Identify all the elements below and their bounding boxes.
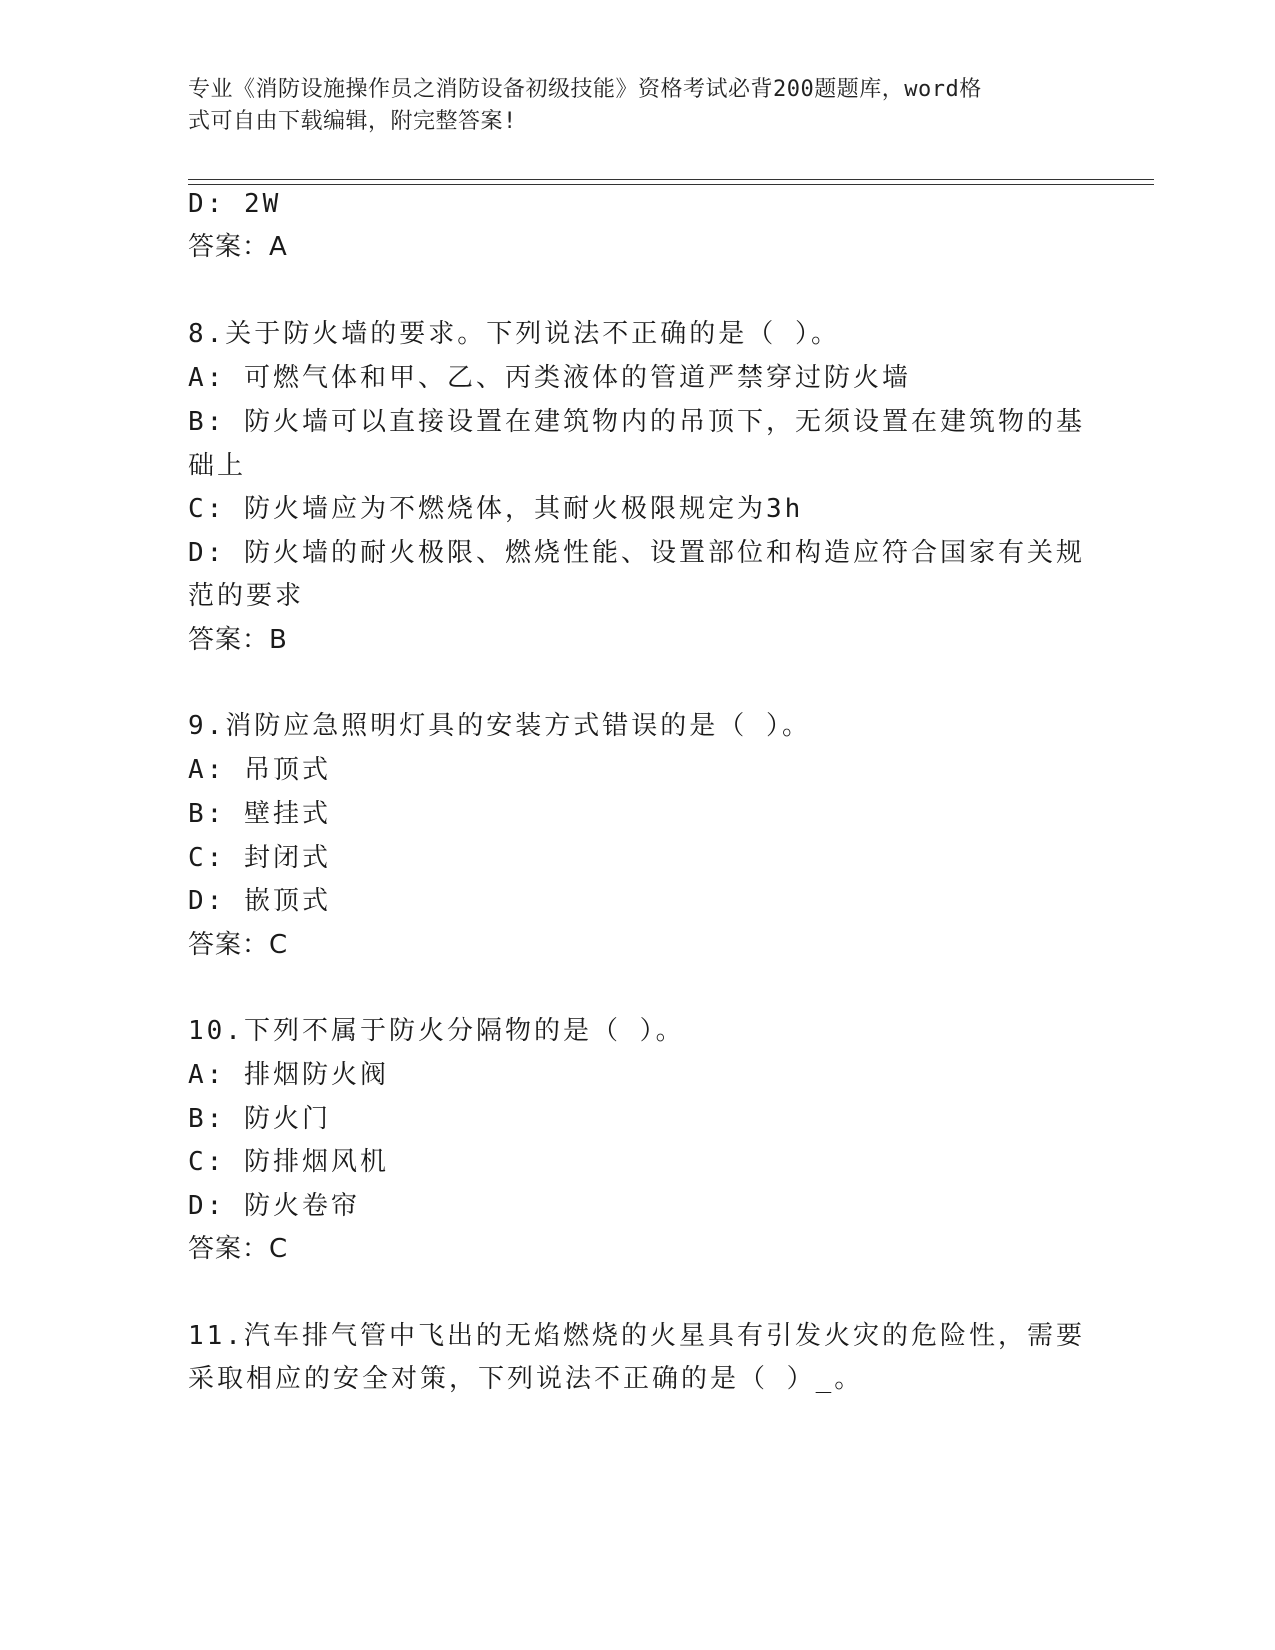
question-10-option-c: C: 防排烟风机 (188, 1147, 389, 1177)
question-10-option-d: D: 防火卷帘 (188, 1191, 360, 1221)
question-8-option-b: B: 防火墙可以直接设置在建筑物内的吊顶下，无须设置在建筑物的基 (188, 407, 1085, 437)
question-11-stem: 11.汽车排气管中飞出的无焰燃烧的火星具有引发火灾的危险性，需要 (188, 1321, 1085, 1351)
question-9-stem: 9.消防应急照明灯具的安装方式错误的是（ ）。 (188, 711, 811, 741)
question-8-option-b-cont: 础上 (188, 451, 247, 481)
question-8-stem: 8.关于防火墙的要求。下列说法不正确的是（ ）。 (188, 319, 840, 349)
question-9-option-b: B: 壁挂式 (188, 799, 331, 829)
question-11-stem-cont: 采取相应的安全对策，下列说法不正确的是（ ）_。 (188, 1364, 864, 1394)
question-9-answer: 答案：C (188, 930, 289, 960)
question-9-option-d: D: 嵌顶式 (188, 886, 331, 916)
document-header (188, 74, 1068, 138)
question-9-option-a: A: 吊顶式 (188, 755, 331, 785)
option-d: D: 2W (188, 189, 282, 219)
question-10-answer: 答案：C (188, 1234, 289, 1264)
question-8-option-d-cont: 范的要求 (188, 581, 305, 611)
header-divider-top (188, 179, 1154, 180)
question-8-option-c: C: 防火墙应为不燃烧体，其耐火极限规定为3h (188, 494, 804, 524)
question-8-answer: 答案：B (188, 625, 288, 655)
question-10-option-a: A: 排烟防火阀 (188, 1060, 389, 1090)
question-8-option-a: A: 可燃气体和甲、乙、丙类液体的管道严禁穿过防火墙 (188, 363, 911, 393)
answer: 答案：A (188, 232, 288, 262)
question-9-option-c: C: 封闭式 (188, 843, 331, 873)
question-8-option-d: D: 防火墙的耐火极限、燃烧性能、设置部位和构造应符合国家有关规 (188, 538, 1085, 568)
question-10-stem: 10.下列不属于防火分隔物的是（ ）。 (188, 1016, 685, 1046)
header-line-2: 式可自由下载编辑，附完整答案! (188, 109, 517, 134)
header-line-1: 专业《消防设施操作员之消防设备初级技能》资格考试必背200题题库，word格 (188, 77, 982, 102)
question-10-option-b: B: 防火门 (188, 1104, 331, 1134)
